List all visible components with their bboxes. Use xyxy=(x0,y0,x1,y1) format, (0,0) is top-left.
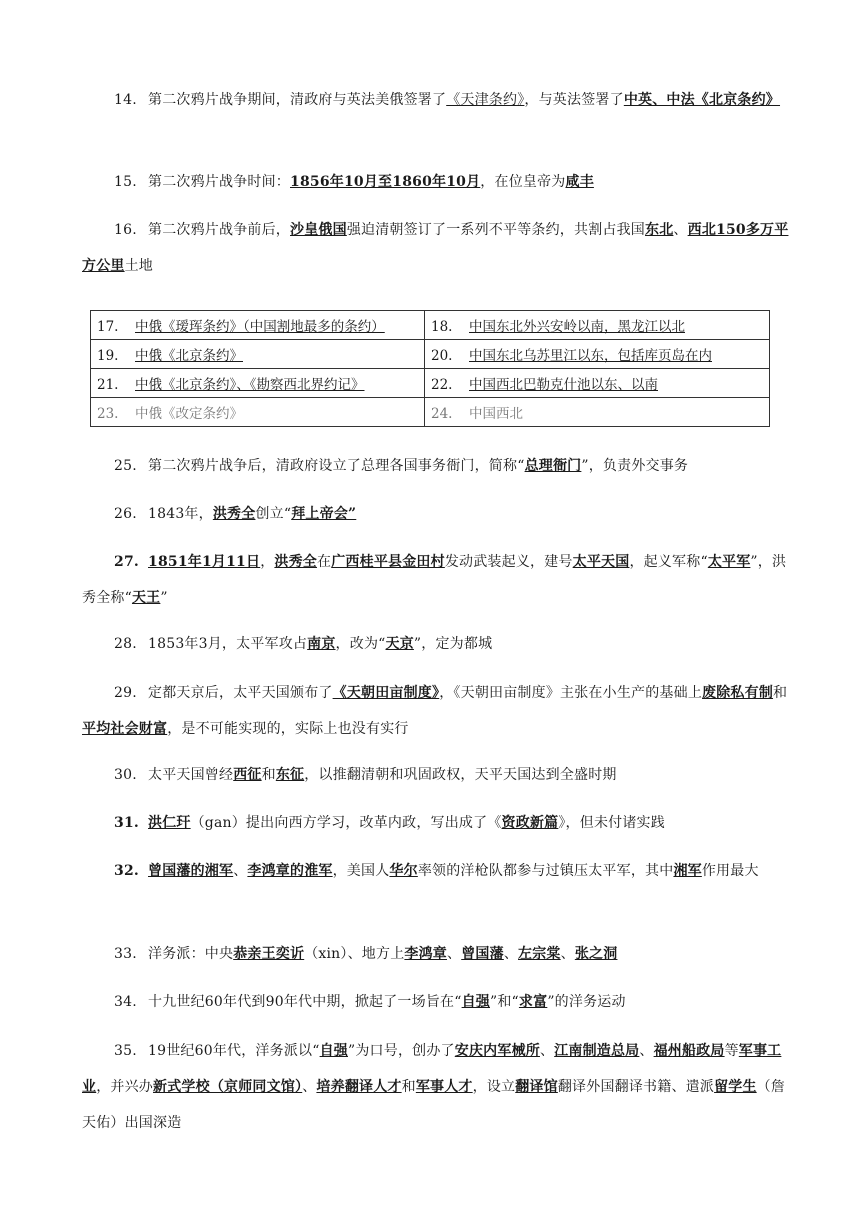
text-run: 十九世纪60年代到90年代中期，掀起了一场旨在“ xyxy=(148,994,462,1010)
text-run: ”，定为都城 xyxy=(413,636,493,652)
text-run: 翻译外国翻译书籍、遣派 xyxy=(557,1079,715,1095)
item-number: 32. xyxy=(114,863,139,879)
item-number: 35. xyxy=(114,1043,137,1059)
item-32 xyxy=(82,853,790,889)
text-run: ，美国人 xyxy=(332,863,390,879)
table-cell: 17. 中俄《瑷珲条约》（中国割地最多的条约） xyxy=(91,311,425,340)
text-run: 土地 xyxy=(124,258,154,274)
treaty-name: 中俄《瑷珲条约》（中国割地最多的条约） xyxy=(135,319,385,335)
table-cell: 21. 中俄《北京条约》、《勘察西北界约记》 xyxy=(91,369,425,398)
key-term: 李鸿章 xyxy=(404,946,448,962)
item-number: 34. xyxy=(114,994,137,1010)
key-term: 1856年10月至1860年10月 xyxy=(290,174,481,190)
item-number: 27. xyxy=(114,554,139,570)
text-run: ”，洪秀全称“ xyxy=(82,554,787,606)
text-run: 和 xyxy=(261,767,276,783)
text-run: 发动武装起义，建号 xyxy=(444,554,573,570)
key-term: 洪仁玕 xyxy=(148,815,191,831)
text-run: ，以推翻清朝和巩固政权，天平天国达到全盛时期 xyxy=(304,767,617,783)
key-term: 资政新篇 xyxy=(501,815,559,831)
key-term: 留学生 xyxy=(714,1079,757,1095)
item-number: 33. xyxy=(114,946,137,962)
key-term: 天王 xyxy=(131,590,161,606)
table-cell: 19. 中俄《北京条约》 xyxy=(91,340,425,369)
text-run: 和 xyxy=(401,1079,416,1095)
item-number: 25. xyxy=(114,458,137,474)
treaty-name: 中俄《改定条约》 xyxy=(135,406,243,422)
treaty-name: 中俄《北京条约》 xyxy=(135,348,243,364)
key-term: 左宗棠 xyxy=(518,946,561,962)
key-term: 湘军 xyxy=(673,863,702,879)
key-term: 广西桂平县金田村 xyxy=(331,554,445,570)
item-16 xyxy=(82,212,790,284)
text-run: ，起义军称“ xyxy=(629,554,708,570)
item-15 xyxy=(82,164,790,200)
key-term: 翻译馆 xyxy=(515,1079,558,1095)
key-term: 天京 xyxy=(385,636,414,652)
key-term: 1851年1月11日 xyxy=(148,554,261,570)
territory-desc: 中国西北巴勒克什池以东、以南 xyxy=(469,377,658,393)
key-term: 西北150多万平方公里 xyxy=(82,222,789,274)
item-14 xyxy=(82,82,790,118)
item-31 xyxy=(82,805,790,841)
key-term: 培养翻译人才 xyxy=(316,1079,402,1095)
item-number: 14. xyxy=(114,92,137,108)
text-run: 、 xyxy=(639,1043,654,1059)
key-term: 太平天国 xyxy=(572,554,630,570)
text-run: 1853年3月，太平军攻占 xyxy=(148,636,308,652)
text-run: 创立“ xyxy=(255,506,292,522)
text-run: 等 xyxy=(724,1043,739,1059)
text-run: 第二次鸦片战争时间： xyxy=(148,174,290,190)
item-28 xyxy=(82,626,790,662)
item-number: 16. xyxy=(114,222,137,238)
territory-desc: 中国西北 xyxy=(469,406,523,422)
treaty-name: 中俄《北京条约》、《勘察西北界约记》 xyxy=(135,377,365,393)
item-number: 15. xyxy=(114,174,137,190)
item-30 xyxy=(82,757,790,793)
text-run: 、 xyxy=(539,1043,555,1059)
text-run: ，《天朝田亩制度》主张在小生产的基础上 xyxy=(439,685,703,701)
key-term: 新式学校（京师同文馆） xyxy=(153,1079,303,1095)
text-run: ”的洋务运动 xyxy=(547,994,626,1010)
table-row xyxy=(91,311,770,340)
key-term: 洪秀全 xyxy=(212,506,256,522)
text-run: ”和“ xyxy=(490,994,519,1010)
text-run: ， xyxy=(260,554,275,570)
table-row xyxy=(91,369,770,398)
item-number: 29. xyxy=(114,685,137,701)
key-term: 中英、中法《北京条约》 xyxy=(623,92,781,108)
key-term: 自强 xyxy=(461,994,490,1010)
item-number: 26. xyxy=(114,506,137,522)
key-term: 《天津条约》 xyxy=(446,92,525,108)
key-term: 沙皇俄国 xyxy=(290,222,347,238)
text-run: 第二次鸦片战争期间，清政府与英法美俄签署了 xyxy=(148,92,447,108)
text-run: 》，但未付诸实践 xyxy=(558,815,665,831)
text-run: 率领的洋枪队都参与过镇压太平军，其中 xyxy=(417,863,674,879)
key-term: 江南制造总局 xyxy=(554,1043,640,1059)
key-term: 求富 xyxy=(518,994,548,1010)
text-run: ” xyxy=(160,590,168,606)
item-33 xyxy=(82,936,790,972)
text-run: （gan）提出向西方学习，改革内政，写出成了《 xyxy=(190,815,502,831)
text-run: ，是不可能实现的，实际上也没有实行 xyxy=(167,721,409,737)
text-run: 、 xyxy=(503,946,519,962)
table-row xyxy=(91,340,770,369)
key-term: 太平军 xyxy=(707,554,751,570)
text-run: 和 xyxy=(773,685,788,701)
key-term: 曾国藩的湘军 xyxy=(148,863,234,879)
key-term: 《天朝田亩制度》 xyxy=(332,685,440,701)
key-term: 华尔 xyxy=(389,863,418,879)
item-27 xyxy=(82,544,790,616)
text-run: （xin）、地方上 xyxy=(304,946,405,962)
text-run: 作用最大 xyxy=(701,863,759,879)
text-run: （詹天佑）出国深造 xyxy=(82,1079,786,1131)
item-26 xyxy=(82,496,790,532)
key-term: 安庆内军械所 xyxy=(454,1043,540,1059)
key-term: 福州船政局 xyxy=(653,1043,725,1059)
table-cell: 18. 中国东北外兴安岭以南，黑龙江以北 xyxy=(425,311,770,340)
key-term: 军事工业 xyxy=(82,1043,782,1095)
text-run: ，与英法签署了 xyxy=(524,92,624,108)
text-run: ，在位皇帝为 xyxy=(480,174,566,190)
text-run: 、 xyxy=(302,1079,317,1095)
key-term: 平均社会财富 xyxy=(82,721,168,737)
key-term: 南京 xyxy=(307,636,336,652)
item-25 xyxy=(82,448,790,484)
item-number: 30. xyxy=(114,767,137,783)
text-run: 、 xyxy=(233,863,248,879)
key-term: 李鸿章的淮军 xyxy=(247,863,333,879)
key-term: 拜上帝会” xyxy=(291,506,357,522)
treaty-table xyxy=(90,310,770,427)
text-run: ，设立 xyxy=(472,1079,516,1095)
item-number: 28. xyxy=(114,636,137,652)
key-term: 洪秀全 xyxy=(274,554,318,570)
table-cell: 24. 中国西北 xyxy=(425,398,770,427)
key-term: 张之洞 xyxy=(574,946,618,962)
text-run: 第二次鸦片战争后，清政府设立了总理各国事务衙门，简称“ xyxy=(148,458,525,474)
text-run: 太平天国曾经 xyxy=(148,767,234,783)
table-cell: 20. 中国东北乌苏里江以东，包括库页岛在内 xyxy=(425,340,770,369)
text-run: ”为口号，创办了 xyxy=(348,1043,455,1059)
key-term: 总理衙门 xyxy=(524,458,582,474)
text-run: 、 xyxy=(560,946,575,962)
key-term: 东北 xyxy=(645,222,674,238)
text-run: 、 xyxy=(673,222,688,238)
text-run: 洋务派：中央 xyxy=(148,946,234,962)
item-34 xyxy=(82,984,790,1020)
table-row xyxy=(91,398,770,427)
text-run: 19世纪60年代，洋务派以“ xyxy=(148,1043,320,1059)
key-term: 曾国藩 xyxy=(461,946,504,962)
key-term: 东征 xyxy=(275,767,305,783)
text-run: 、 xyxy=(447,946,462,962)
text-run: 1843年， xyxy=(148,506,213,522)
table-cell: 22. 中国西北巴勒克什池以东、以南 xyxy=(425,369,770,398)
text-run: 第二次鸦片战争前后， xyxy=(148,222,290,238)
item-29 xyxy=(82,675,790,747)
item-number: 31. xyxy=(114,815,139,831)
territory-desc: 中国东北外兴安岭以南，黑龙江以北 xyxy=(469,319,685,335)
text-run: ，并兴办 xyxy=(96,1079,154,1095)
key-term: 废除私有制 xyxy=(702,685,774,701)
key-term: 西征 xyxy=(233,767,262,783)
key-term: 咸丰 xyxy=(565,174,594,190)
text-run: ，改为“ xyxy=(335,636,386,652)
table-cell: 23. 中俄《改定条约》 xyxy=(91,398,425,427)
territory-desc: 中国东北乌苏里江以东，包括库页岛在内 xyxy=(469,348,712,364)
text-run: ”，负责外交事务 xyxy=(581,458,689,474)
key-term: 恭亲王奕䜣 xyxy=(233,946,305,962)
key-term: 自强 xyxy=(319,1043,348,1059)
text-run: 定都天京后，太平天国颁布了 xyxy=(148,685,333,701)
text-run: 强迫清朝签订了一系列不平等条约，共割占我国 xyxy=(346,222,646,238)
key-term: 军事人才 xyxy=(415,1079,473,1095)
text-run: 在 xyxy=(317,554,332,570)
item-35 xyxy=(82,1033,790,1141)
